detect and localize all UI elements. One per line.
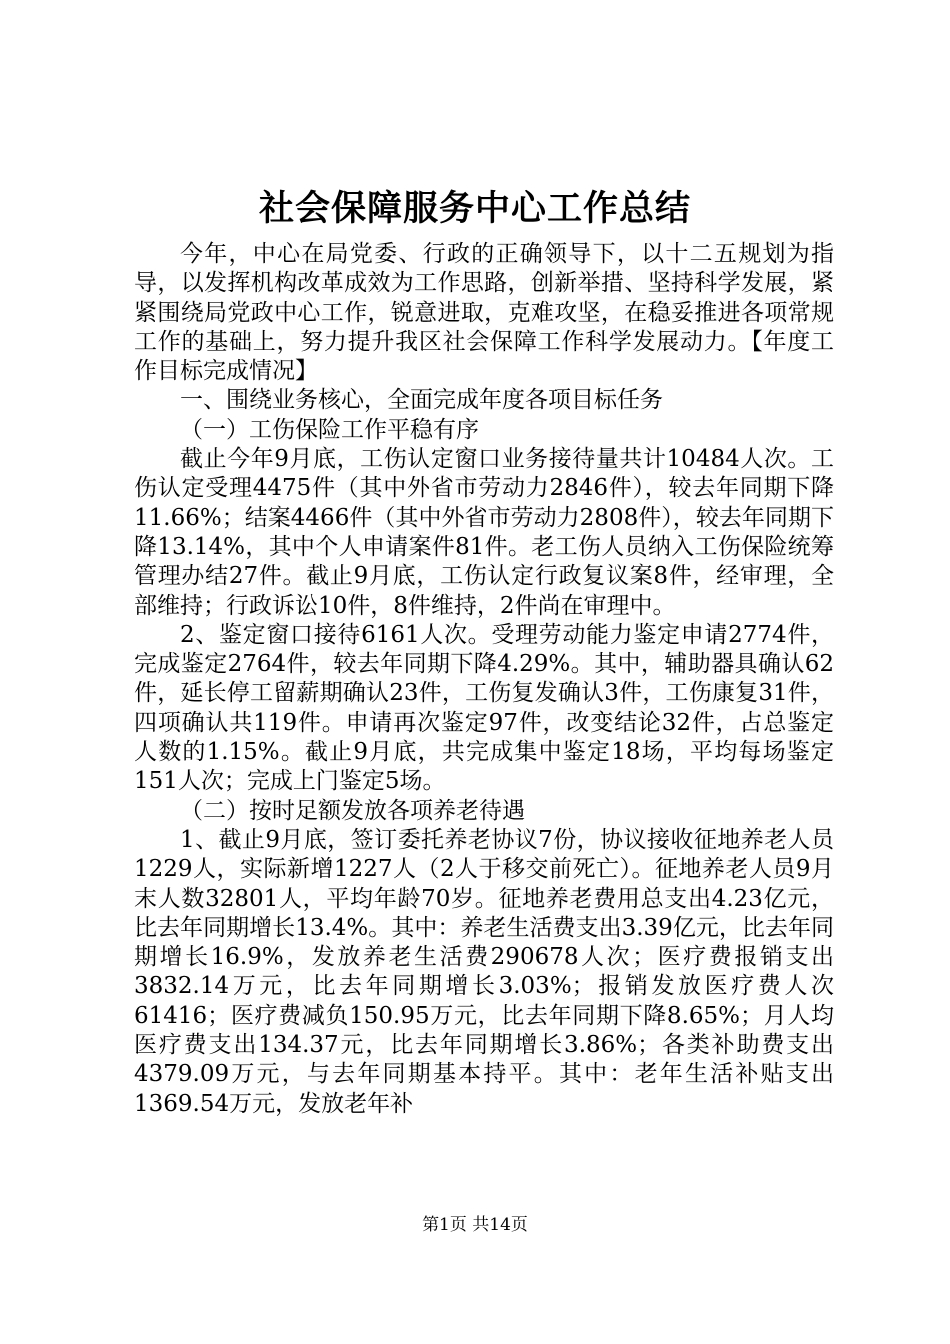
section-heading: 一、围绕业务核心，全面完成年度各项目标任务 <box>180 387 663 414</box>
intro-paragraph: 今年，中心在局党委、行政的正确领导下，以十二五规划为指导，以发挥机构改革成效为工作思路，创新举措、坚持科学发展，紧紧围绕局党政中心工作，锐意进取，克难攻坚，在稳妥推进各项常规工作的基础上，努力提升我区社会保障工作科学发展动力。【年度工作目标完成情况】 <box>134 241 834 385</box>
document-body <box>134 240 834 1119</box>
paragraph-appraisal-window: 2、鉴定窗口接待6161人次。受理劳动能力鉴定申请2774件，完成鉴定2764件，较去年同期下降4.29%。其中，辅助器具确认62件，延长停工留薪期确认23件，工伤复发确认3件，工伤康复31件，四项确认共119件。申请再次鉴定97件，改变结论32件，占总鉴定人数的1.15%。截止9月底，共完成集中鉴定18场，平均每场鉴定151人次；完成上门鉴定5场。 <box>134 621 834 795</box>
subsection-heading-pension: （二）按时足额发放各项养老待遇 <box>180 797 525 824</box>
paragraph-injury-recognition: 截止今年9月底，工伤认定窗口业务接待量共计10484人次。工伤认定受理4475件（其中外省市劳动力2846件），较去年同期下降11.66%；结案4466件（其中外省市劳动力2808件），较去年同期下降13.14%，其中个人申请案件81件。老工伤人员纳入工伤保险统筹管理办结27件。截止9月底，工伤认定行政复议案8件，经审理，全部维持；行政诉讼10件，8件维持，2件尚在审理中。 <box>134 446 834 619</box>
document-title: 社会保障服务中心工作总结 <box>258 188 691 229</box>
subsection-heading-injury-insurance: （一）工伤保险工作平稳有序 <box>180 416 479 443</box>
paragraph-pension-details: 1、截止9月底，签订委托养老协议7份，协议接收征地养老人员1229人，实际新增1227人（2人于移交前死亡）。征地养老人员9月末人数32801人，平均年龄70岁。征地养老费用总支出4.23亿元，比去年同期增长13.4%。其中：养老生活费支出3.39亿元，比去年同期增长16.9%，发放养老生活费290678人次；医疗费报销支出3832.14万元，比去年同期增长3.03%；报销发放医疗费人次61416；医疗费减负150.95万元，比去年同期下降8.65%；月人均医疗费支出134.37元，比去年同期增长3.86%；各类补助费支出4379.09万元，与去年同期基本持平。其中：老年生活补贴支出1369.54万元，发放老年补 <box>134 826 834 1117</box>
page-number: 第1页 共14页 <box>422 1215 528 1235</box>
